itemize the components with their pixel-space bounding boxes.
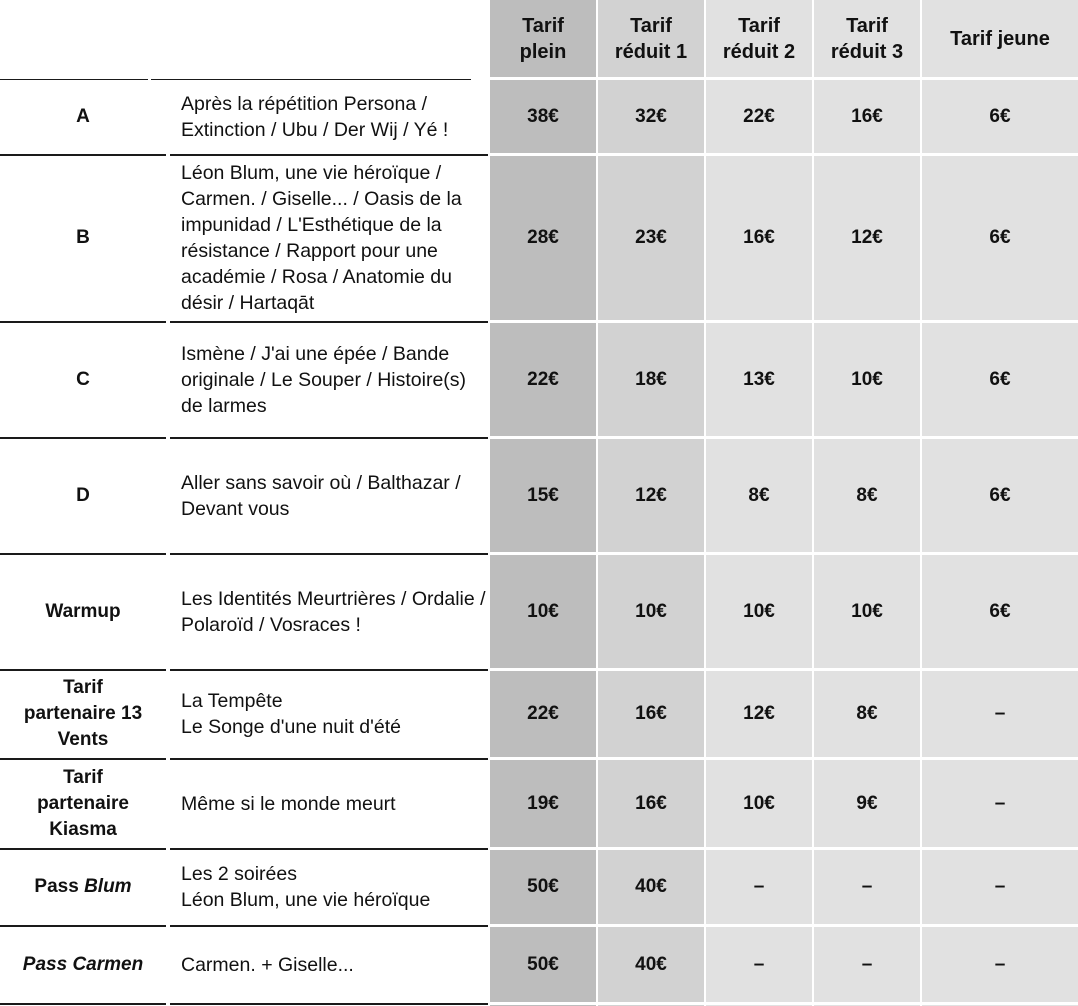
show-list — [181, 554, 486, 669]
price-cell: 22€ — [743, 106, 775, 127]
price-cell: 19€ — [527, 792, 559, 814]
price-cell: 18€ — [635, 368, 667, 390]
row-rule — [170, 1003, 488, 1005]
price-cell: 10€ — [851, 600, 883, 622]
price-cell: 6€ — [989, 600, 1011, 622]
show-list-text: Les Identités Meurtrières / Ordalie / Polaroïd / Vosraces ! — [181, 587, 486, 636]
category-label: C — [76, 368, 90, 390]
pass-name: Blum — [84, 876, 132, 897]
show-list — [181, 322, 486, 437]
price-cell: 16€ — [635, 792, 667, 814]
price-cell: 12€ — [635, 484, 667, 506]
pass-prefix: Pass — [34, 876, 85, 897]
show-list — [181, 80, 486, 154]
show-list-text: Léon Blum, une vie héroïque / Carmen. / Giselle... / Oasis de la impunidad / L'Esthétique de la résistance / Rapport pour une académie / Rosa / Anatomie du désir / Hartaqāt — [181, 162, 462, 314]
pass-label — [23, 952, 143, 978]
category-label — [0, 926, 166, 1003]
column-header: Tarif jeune — [950, 28, 1050, 50]
price-cell: – — [994, 953, 1006, 975]
price-cell: 16€ — [851, 106, 883, 127]
show-list — [181, 849, 486, 925]
price-cell: 6€ — [989, 106, 1011, 127]
price-cell: 9€ — [856, 792, 878, 814]
price-cell: – — [994, 792, 1006, 814]
category-label: D — [76, 484, 90, 506]
price-cell: 12€ — [743, 703, 775, 724]
price-cell: 6€ — [989, 484, 1011, 506]
price-cell: 28€ — [527, 227, 559, 248]
price-cell: 10€ — [743, 600, 775, 622]
price-cell: – — [753, 876, 765, 897]
category-label — [0, 849, 166, 925]
pass-label — [34, 874, 131, 900]
price-cell: 22€ — [527, 703, 559, 724]
price-cell: 12€ — [851, 227, 883, 248]
price-cell: – — [753, 953, 765, 975]
price-cell: 16€ — [635, 703, 667, 724]
column-header: Tarif réduit 1 — [614, 15, 688, 63]
show-list — [181, 926, 486, 1003]
column-header: Tarif plein — [519, 15, 567, 63]
show-list — [181, 670, 486, 758]
pass-name: Pass Carmen — [22, 953, 144, 975]
show-list — [181, 155, 486, 321]
show-list-text: Les 2 soirées Léon Blum, une vie héroïque — [181, 863, 431, 911]
price-cell: 38€ — [527, 106, 559, 127]
price-cell: – — [861, 953, 873, 975]
row-separator — [490, 1002, 1078, 1005]
show-list-text: Après la répétition Persona / Extinction / Ubu / Der Wij / Yé ! — [181, 93, 449, 141]
category-label: Warmup — [45, 600, 121, 622]
price-cell: – — [994, 703, 1006, 724]
price-cell: 10€ — [635, 600, 667, 622]
show-list-text: Carmen. + Giselle... — [181, 953, 354, 976]
category-label: B — [76, 227, 90, 248]
show-list-text: La Tempête Le Songe d'une nuit d'été — [181, 690, 401, 738]
price-cell: 6€ — [989, 368, 1011, 390]
category-label: Tarif partenaire Kiasma — [37, 766, 129, 840]
price-cell: 50€ — [527, 953, 559, 975]
price-cell: 23€ — [635, 227, 667, 248]
price-cell: 13€ — [743, 368, 775, 390]
price-cell: 32€ — [635, 106, 667, 127]
price-cell: 50€ — [527, 876, 559, 897]
price-cell: – — [861, 876, 873, 897]
price-cell: 6€ — [989, 227, 1011, 248]
price-cell: 8€ — [856, 484, 878, 506]
show-list-text: Aller sans savoir où / Balthazar / Devant vous — [181, 471, 461, 520]
price-cell: 22€ — [527, 368, 559, 390]
price-cell: 15€ — [527, 484, 559, 506]
show-list — [181, 759, 486, 848]
price-cell: 10€ — [527, 600, 559, 622]
price-cell: – — [994, 876, 1006, 897]
column-header: Tarif réduit 3 — [830, 15, 904, 63]
show-list-text: Même si le monde meurt — [181, 792, 396, 815]
price-cell: 16€ — [743, 227, 775, 248]
price-cell: 40€ — [635, 953, 667, 975]
category-label: A — [76, 106, 90, 127]
column-header: Tarif réduit 2 — [722, 15, 796, 63]
price-cell: 40€ — [635, 876, 667, 897]
category-label: Tarif partenaire 13 Vents — [23, 677, 143, 750]
show-list — [181, 438, 486, 553]
price-cell: 8€ — [748, 484, 770, 506]
show-list-text: Ismène / J'ai une épée / Bande originale / Le Souper / Histoire(s) de larmes — [181, 342, 467, 417]
price-cell: 8€ — [856, 703, 878, 724]
price-cell: 10€ — [851, 368, 883, 390]
row-rule — [0, 1003, 166, 1005]
price-cell: 10€ — [743, 792, 775, 814]
